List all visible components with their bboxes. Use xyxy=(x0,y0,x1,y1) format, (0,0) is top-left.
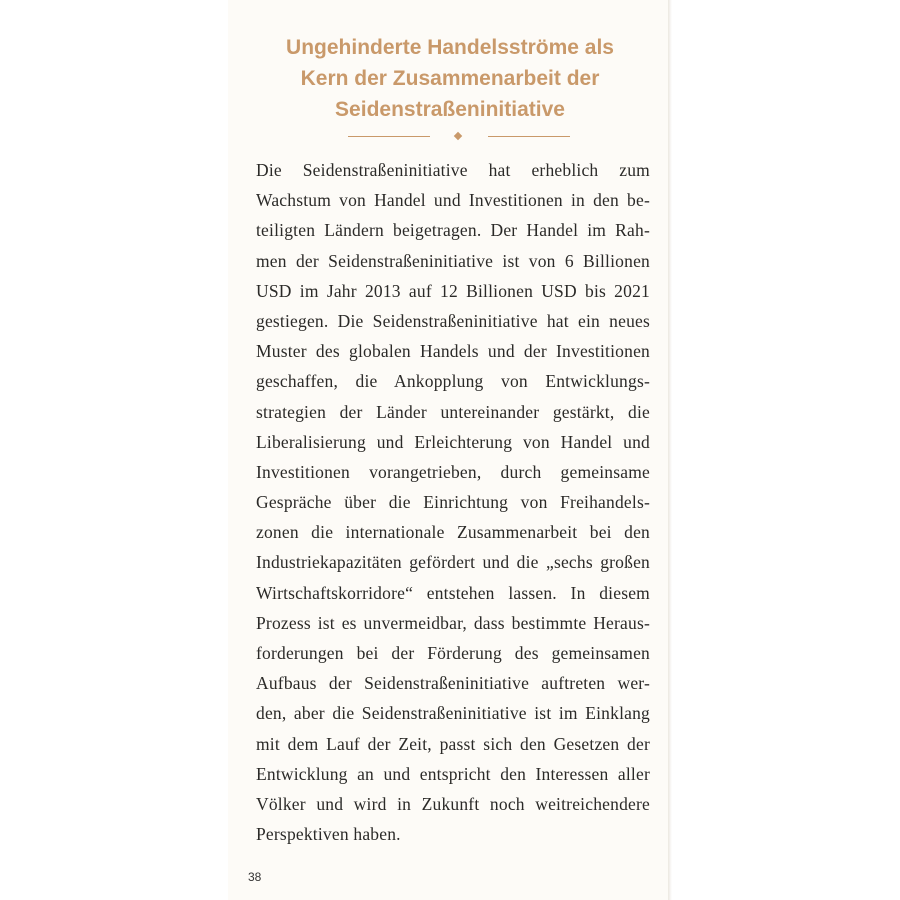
text-line: Gespräche über die Einrichtung von Freihandels- xyxy=(256,492,650,513)
text-line: Perspektiven haben. xyxy=(256,824,401,845)
divider-line-left xyxy=(348,136,430,137)
text-line: Muster des globalen Handels und der Investitionen xyxy=(256,341,650,362)
chapter-heading xyxy=(228,32,672,125)
heading-line-2: Kern der Zusammenarbeit der xyxy=(300,67,600,90)
text-line: Wachstum von Handel und Investitionen in den be- xyxy=(256,190,650,211)
diamond-icon xyxy=(454,132,462,140)
body-paragraph xyxy=(256,155,650,849)
heading-divider-ornament xyxy=(348,131,570,143)
text-line: Prozess ist es unvermeidbar, dass bestimmte Heraus- xyxy=(256,612,650,633)
text-line: Wirtschaftskorridore“ entstehen lassen. In diesem xyxy=(256,582,650,603)
text-line: USD im Jahr 2013 auf 12 Billionen USD bis 2021 xyxy=(256,280,650,301)
text-line: gestiegen. Die Seidenstraßeninitiative hat ein neues xyxy=(256,310,650,331)
text-line: zonen die internationale Zusammenarbeit bei den xyxy=(256,522,650,543)
text-line: Entwicklung an und entspricht den Interessen aller xyxy=(256,763,650,784)
divider-line-right xyxy=(488,136,570,137)
text-line: Aufbaus der Seidenstraßeninitiative auftreten wer- xyxy=(256,673,650,694)
text-line: Industriekapazitäten gefördert und die „sechs großen xyxy=(256,552,650,573)
text-line: den, aber die Seidenstraßeninitiative ist im Einklang xyxy=(256,703,650,724)
page-edge xyxy=(668,0,672,900)
page-number: 38 xyxy=(248,870,262,884)
heading-line-3: Seidenstraßeninitiative xyxy=(335,98,565,121)
text-line: men der Seidenstraßeninitiative ist von 6 Billionen xyxy=(256,250,650,271)
text-line: Völker und wird in Zukunft noch weitreichendere xyxy=(256,793,650,814)
text-line: forderungen bei der Förderung des gemeinsamen xyxy=(256,643,650,663)
text-line: Investitionen vorangetrieben, durch gemeinsame xyxy=(256,461,650,482)
text-line: strategien der Länder untereinander gestärkt, die xyxy=(256,401,650,422)
text-line: Die Seidenstraßeninitiative hat erheblich zum xyxy=(256,160,650,180)
text-line: teiligten Ländern beigetragen. Der Handel im Rah- xyxy=(256,220,650,241)
heading-line-1: Ungehinderte Handelsströme als xyxy=(286,36,614,59)
text-line: mit dem Lauf der Zeit, passt sich den Gesetzen der xyxy=(256,733,650,754)
text-line: geschaffen, die Ankopplung von Entwicklungs- xyxy=(256,371,650,392)
text-line: Liberalisierung und Erleichterung von Handel und xyxy=(256,431,650,452)
